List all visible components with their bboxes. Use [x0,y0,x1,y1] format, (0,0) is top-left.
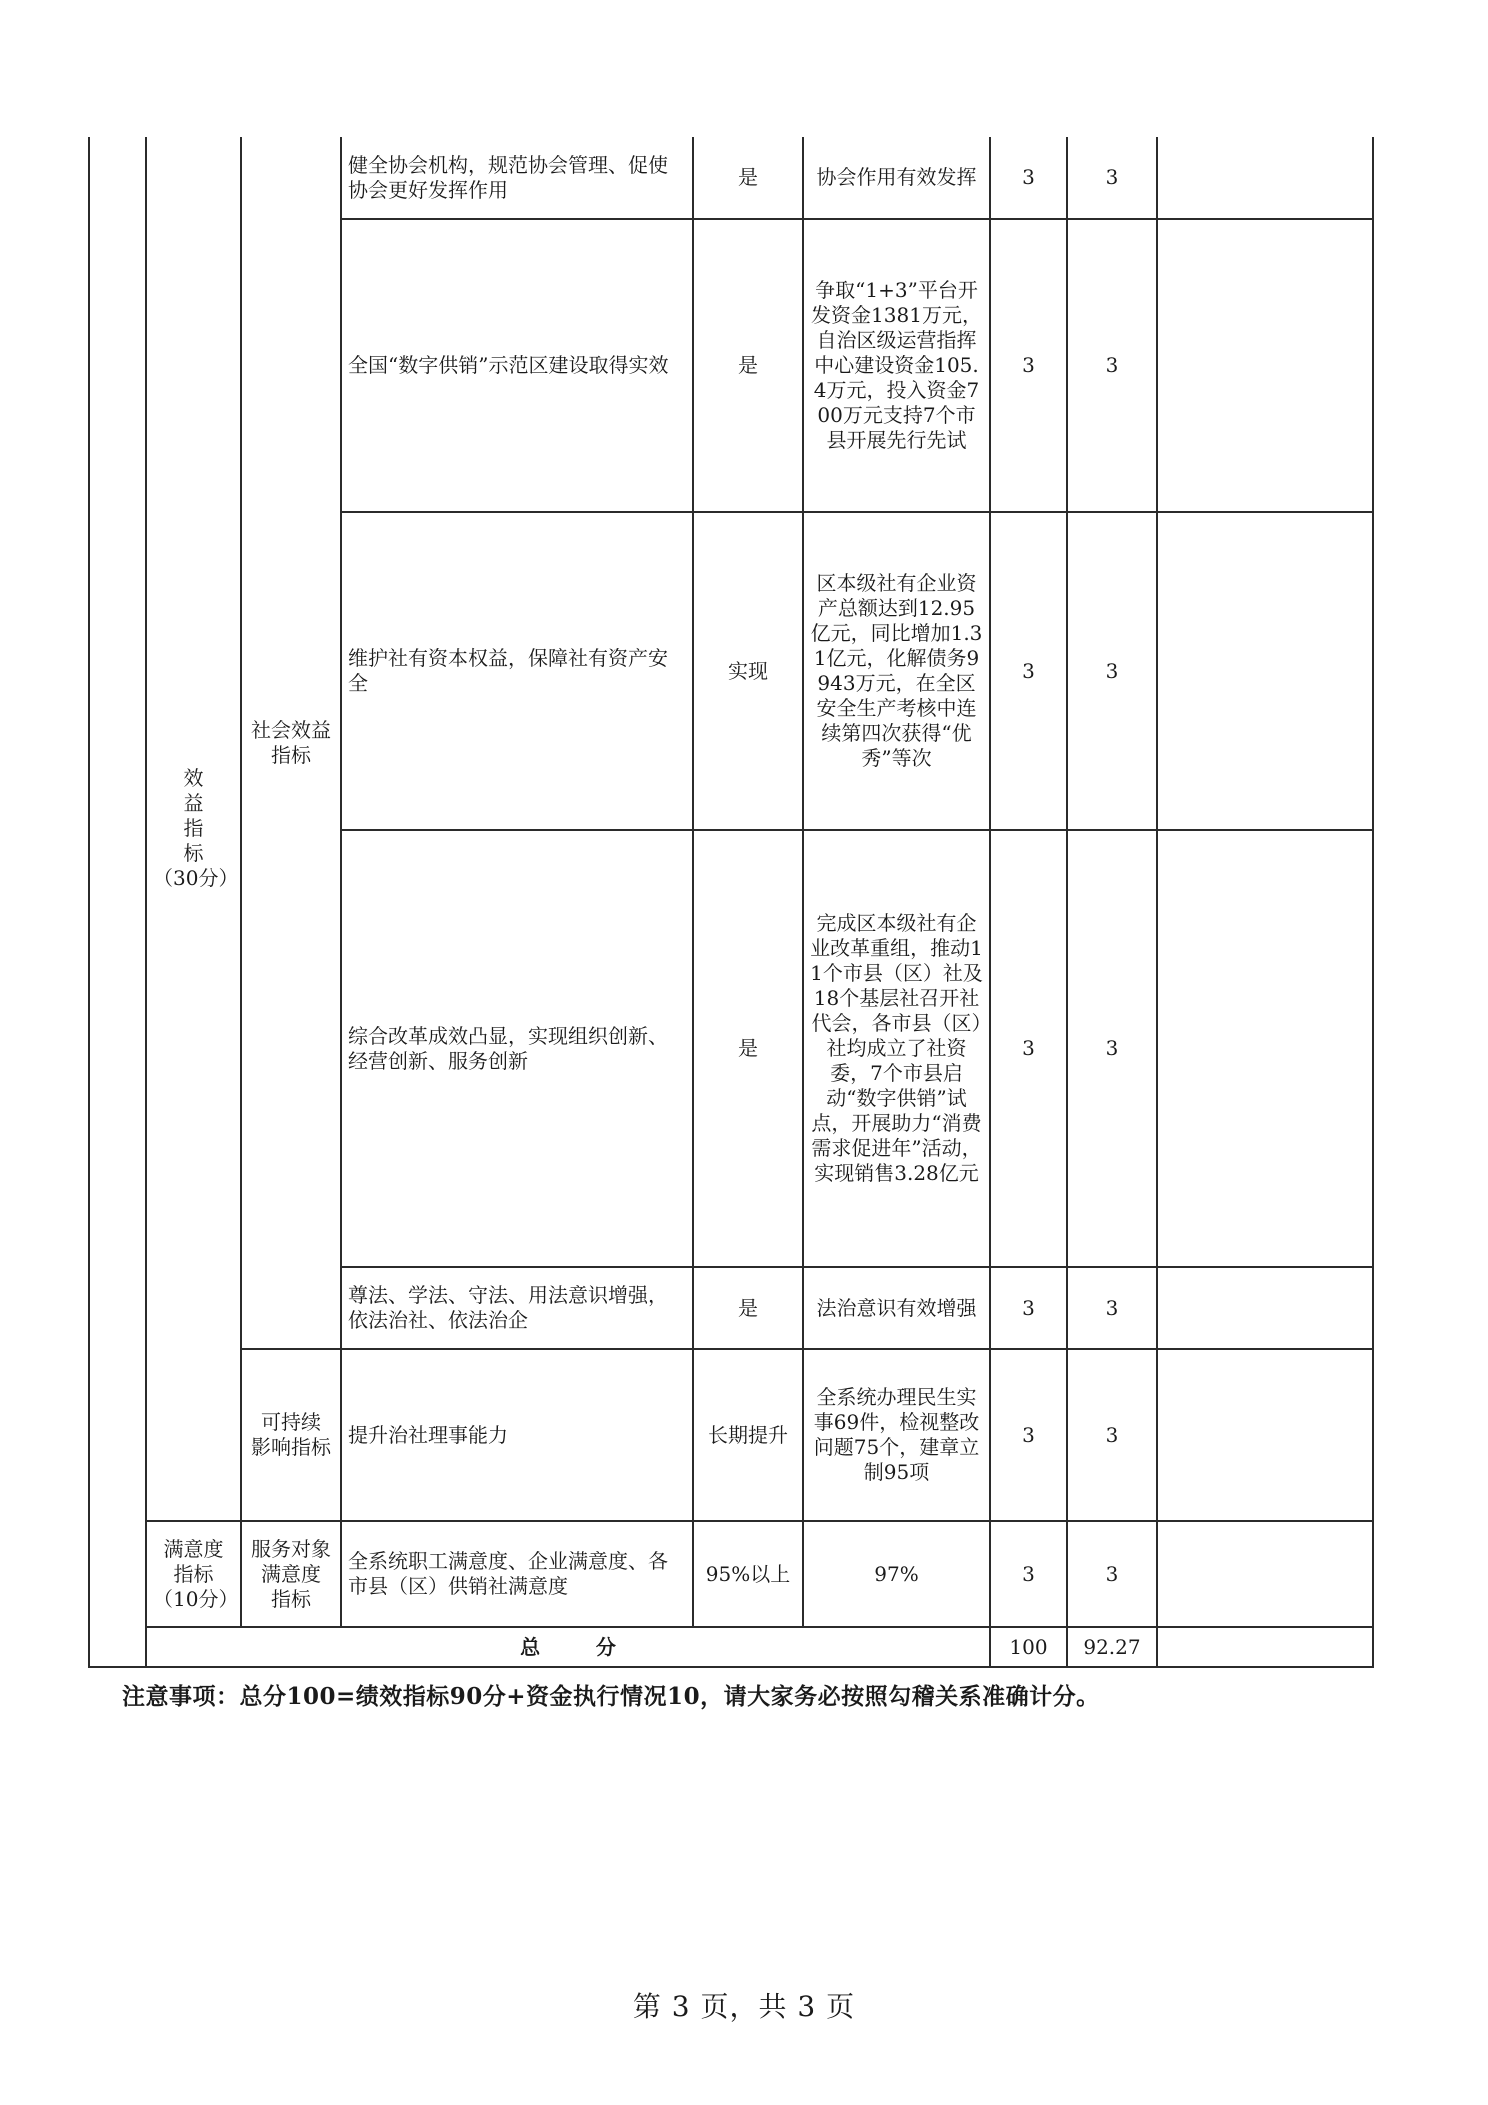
sub-sustain-cell [241,1349,341,1521]
total-score: 92.27 [1067,1627,1157,1667]
score-cell: 3 [1067,512,1157,830]
score-cell: 3 [1067,137,1157,219]
remark-cell [1157,137,1373,219]
table-row [89,137,1373,219]
target-cell: 实现 [693,512,803,830]
sub-service-cell [241,1521,341,1627]
target-cell: 95%以上 [693,1521,803,1627]
category-benefit-line: 标 [183,841,204,865]
weight-cell: 3 [990,1267,1067,1349]
indicator-cell: 全系统职工满意度、企业满意度、各市县（区）供销社满意度 [341,1521,693,1627]
weight-cell: 3 [990,830,1067,1267]
note-text: 注意事项：总分100=绩效指标90分+资金执行情况10，请大家务必按照勾稽关系准确计分。 [122,1683,1100,1710]
category-satisfaction-cell [146,1521,241,1627]
total-remark [1157,1627,1373,1667]
remark-cell [1157,1267,1373,1349]
target-cell: 是 [693,137,803,219]
target-cell: 是 [693,830,803,1267]
category-benefit-line: （30分） [153,866,239,890]
category-satisfaction-line: 满意度 [163,1536,224,1561]
remark-cell [1157,1521,1373,1627]
category-satisfaction-line: 指标 [173,1561,214,1586]
weight-cell: 3 [990,219,1067,512]
indicator-cell: 尊法、学法、守法、用法意识增强，依法治社、依法治企 [341,1267,693,1349]
sub-sustain-line: 影响指标 [251,1435,331,1459]
total-weight: 100 [990,1627,1067,1667]
weight-cell: 3 [990,137,1067,219]
actual-cell: 全系统办理民生实事69件，检视整改问题75个，建章立制95项 [803,1349,990,1521]
table-row [89,1521,1373,1627]
target-cell: 长期提升 [693,1349,803,1521]
category-benefit-line: 效 [183,766,204,790]
weight-cell: 3 [990,1521,1067,1627]
remark-cell [1157,219,1373,512]
total-label: 总 分 [146,1627,990,1667]
category-benefit-line: 益 [183,791,204,815]
remark-cell [1157,830,1373,1267]
indicator-cell: 综合改革成效凸显，实现组织创新、经营创新、服务创新 [341,830,693,1267]
sub-service-line: 指标 [271,1586,311,1611]
remark-cell [1157,512,1373,830]
sub-social-benefit-cell [241,137,341,1349]
actual-cell: 法治意识有效增强 [803,1267,990,1349]
indicator-cell: 全国“数字供销”示范区建设取得实效 [341,219,693,512]
weight-cell: 3 [990,512,1067,830]
page-footer: 第 3 页，共 3 页 [632,1990,856,2023]
sub-social-line: 社会效益 [251,717,331,742]
category-benefit-cell [146,137,241,1521]
actual-cell: 争取“1+3”平台开发资金1381万元，自治区级运营指挥中心建设资金105.4万元，投入资金700万元支持7个市县开展先行先试 [803,219,990,512]
actual-cell: 协会作用有效发挥 [803,137,990,219]
table-row [89,1349,1373,1521]
score-cell: 3 [1067,1267,1157,1349]
weight-cell: 3 [990,1349,1067,1521]
score-cell: 3 [1067,830,1157,1267]
score-cell: 3 [1067,1349,1157,1521]
target-cell: 是 [693,1267,803,1349]
remark-cell [1157,1349,1373,1521]
sub-sustain-line: 可持续 [261,1410,321,1434]
sub-service-line: 满意度 [261,1561,321,1586]
actual-cell: 97% [803,1521,990,1627]
performance-table [88,137,1374,1668]
target-cell: 是 [693,219,803,512]
sub-social-line: 指标 [271,742,311,767]
actual-cell: 区本级社有企业资产总额达到12.95亿元，同比增加1.31亿元，化解债务9943万元，在全区安全生产考核中连续第四次获得“优秀”等次 [803,512,990,830]
actual-cell: 完成区本级社有企业改革重组，推动11个市县（区）社及18个基层社召开社代会，各市县（区）社均成立了社资委，7个市县启动“数字供销”试点，开展助力“消费需求促进年”活动，实现销售3.28亿元 [803,830,990,1267]
category-benefit-line: 指 [183,816,204,840]
score-cell: 3 [1067,219,1157,512]
score-cell: 3 [1067,1521,1157,1627]
total-row [89,1627,1373,1667]
sub-service-line: 服务对象 [251,1536,331,1561]
indicator-cell: 维护社有资本权益，保障社有资产安全 [341,512,693,830]
indicator-cell: 健全协会机构，规范协会管理、促使协会更好发挥作用 [341,137,693,219]
indicator-cell: 提升治社理事能力 [341,1349,693,1521]
category-satisfaction-line: （10分） [153,1586,239,1611]
first-column-blank [89,137,146,1667]
